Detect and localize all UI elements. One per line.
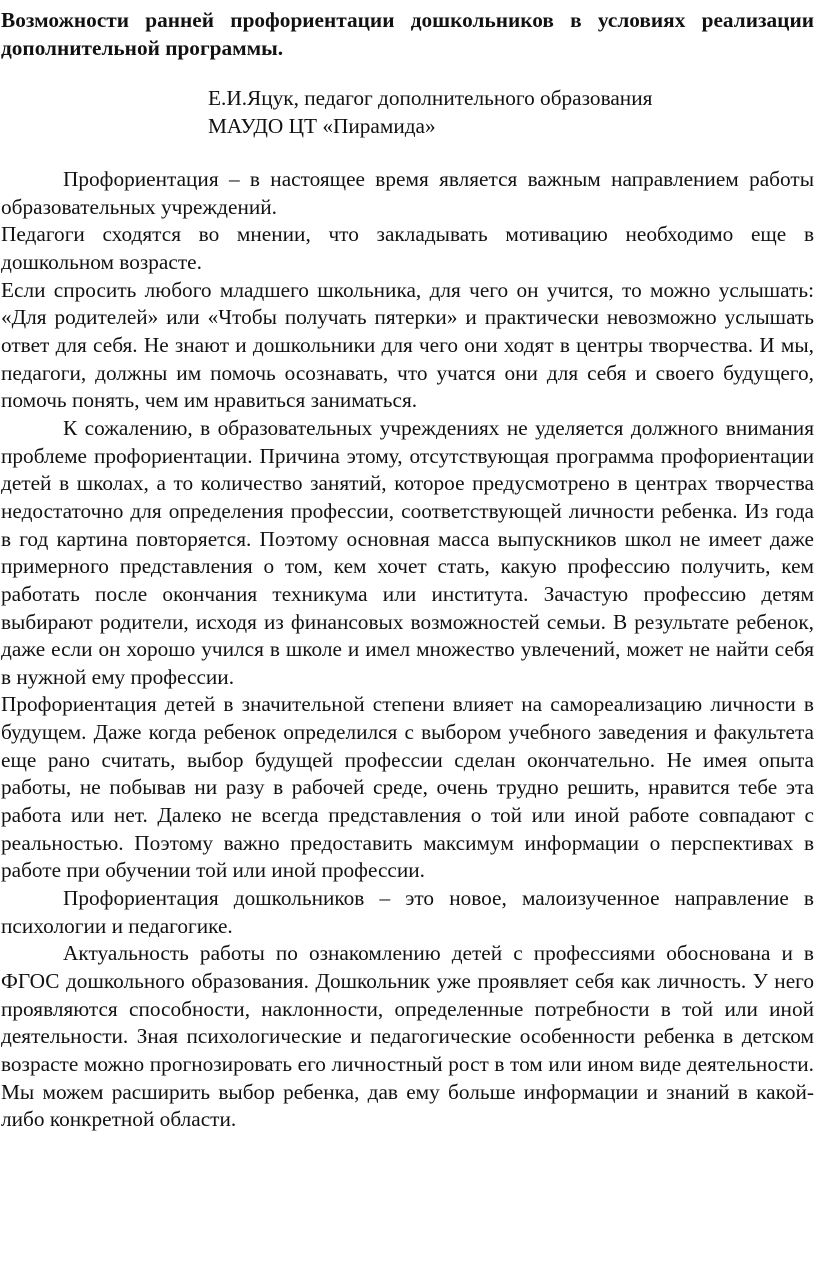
paragraph: Профориентация детей в значительной степени влияет на самореализацию личности в будущем. Даже когда ребенок определился с выбором учебного заведения и факультета еще рано считать, выбор будущей профессии сделан окончательно. Не имея опыта работы, не побывав ни разу в рабочей среде, очень трудно решить, нравится тебе эта работа или нет. Далеко не всегда представления о той или иной работе совпадают с реальностью. Поэтому важно предоставить максимум информации о перспективах в работе при обучении той или иной профессии. — [1, 692, 814, 883]
document-title: Возможности ранней профориентации дошкольников в условиях реализации дополнительной программы. — [1, 8, 814, 60]
paragraph: Актуальность работы по ознакомлению детей с профессиями обоснована и в ФГОС дошкольного образования. Дошкольник уже проявляет себя как личность. У него проявляются способности, наклонности, определенные потребности в той или иной деятельности. Зная психологические и педагогические особенности ребенка в детском возрасте можно прогнозировать его личностный рост в том или ином виде деятельности. Мы можем расширить выбор ребенка, дав ему больше информации и знаний в какой-либо конкретной области. — [1, 941, 814, 1132]
author-organization-line: МАУДО ЦТ «Пирамида» — [208, 114, 436, 138]
paragraph: Профориентация дошкольников – это новое, малоизученное направление в психологии и педагогике. — [1, 886, 814, 938]
paragraph: Если спросить любого младшего школьника, для чего он учится, то можно услышать: «Для родителей» или «Чтобы получать пятерки» и практически невозможно услышать ответ для себя. Не знают и дошкольники для чего они ходят в центры творчества. И мы, педагоги, должны им помочь осознавать, что учатся они для себя и своего будущего, помочь понять, чем им нравиться заниматься. — [1, 277, 814, 413]
document-body — [1, 166, 814, 1134]
paragraph: Педагоги сходятся во мнении, что закладывать мотивацию необходимо еще в дошкольном возрасте. — [1, 222, 814, 274]
paragraph: К сожалению, в образовательных учреждениях не уделяется должного внимания проблеме профориентации. Причина этому, отсутствующая программа профориентации детей в школах, а то количество занятий, которое предусмотрено в центрах творчества недостаточно для определения профессии, соответствующей личности ребенка. Из года в год картина повторяется. Поэтому основная масса выпускников школ не имеет даже примерного представления о том, кем хочет стать, какую профессию получить, кем работать после окончания техникума или института. Зачастую профессию детям выбирают родители, исходя из финансовых возможностей семьи. В результате ребенок, даже если он хорошо учился в школе и имел множество увлечений, может не найти себя в нужной ему профессии. — [1, 415, 814, 689]
author-block — [208, 84, 814, 140]
author-name-line: Е.И.Яцук, педагог дополнительного образования — [208, 86, 653, 110]
paragraph: Профориентация – в настоящее время является важным направлением работы образовательных учреждений. — [1, 167, 814, 219]
